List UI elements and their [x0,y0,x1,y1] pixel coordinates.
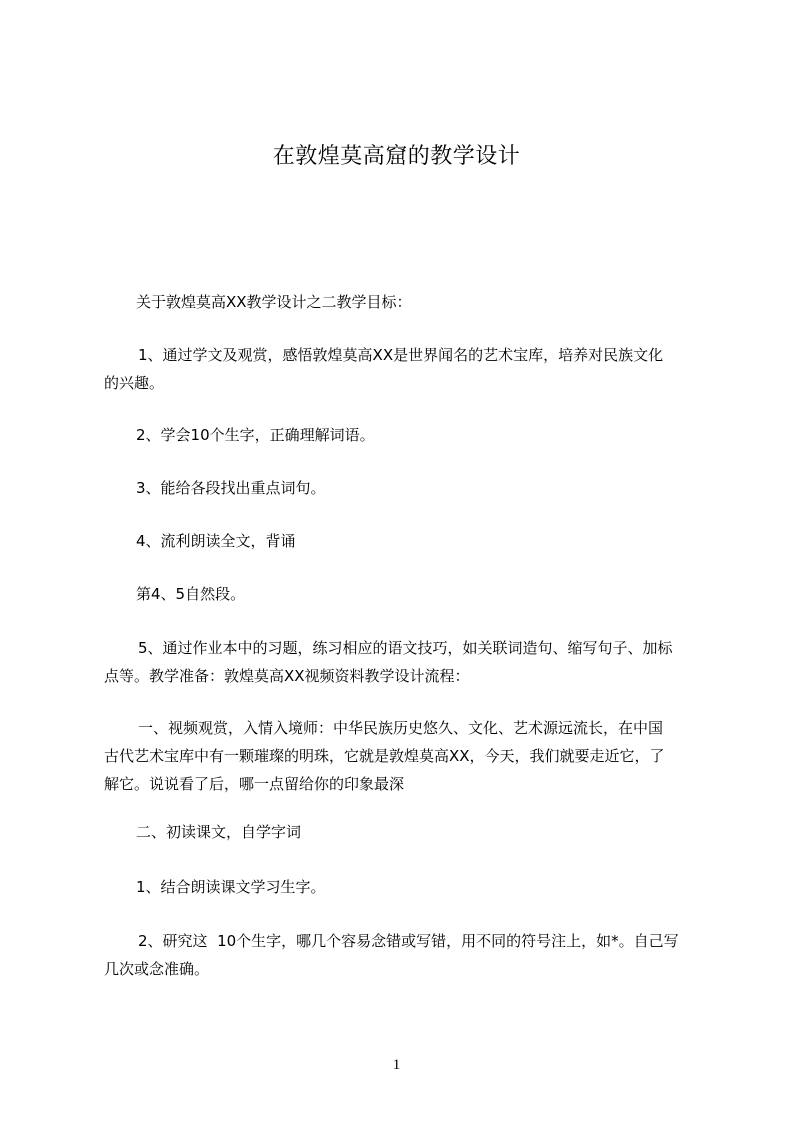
paragraph-line: 1、结合朗读课文学习生字。 [136,878,326,896]
paragraph-line: 3、能给各段找出重点词句。 [136,479,326,497]
paragraph-line: 的兴趣。 [104,374,165,392]
paragraph-line: 1、通过学文及观赏，感悟敦煌莫高XX是世界闻名的艺术宝库，培养对民族文化 [138,346,664,364]
paragraph-step-2-item-2 [104,927,712,983]
paragraph-line: 一、视频观赏，入情入境师：中华民族历史悠久、文化、艺术源远流长，在中国 [138,719,664,737]
paragraph-line: 2、研究这 10个生字，哪几个容易念错或写错，用不同的符号注上，如*。自己写 [138,932,679,950]
paragraph-objective-4-cont [104,580,712,608]
paragraph-line: 关于敦煌莫高XX教学设计之二教学目标： [136,293,412,311]
paragraph-line: 4、流利朗读全文，背诵 [136,532,296,550]
paragraph-objective-3 [104,474,712,502]
paragraph-step-2-item-1 [104,873,712,901]
page-number: 1 [392,1057,401,1073]
paragraph-line: 第4、5自然段。 [136,585,246,603]
paragraph-line: 点等。教学准备：敦煌莫高XX视频资料教学设计流程： [104,667,470,685]
paragraph-line: 古代艺术宝库中有一颗璀璨的明珠，它就是敦煌莫高XX，今天，我们就要走近它，了 [104,747,665,765]
paragraph-line: 解它。说说看了后，哪一点留给你的印象最深 [104,775,405,793]
paragraph-objectives-intro [104,288,712,316]
paragraph-objective-2 [104,421,712,449]
paragraph-objective-4 [104,527,712,555]
paragraph-line: 二、初读课文，自学字词 [136,823,302,841]
paragraph-objective-5 [104,634,712,690]
paragraph-line: 5、通过作业本中的习题，练习相应的语文技巧，如关联词造句、缩写句子、加标 [138,639,673,657]
paragraph-objective-1 [104,341,712,397]
document-title: 在敦煌莫高窟的教学设计 [272,144,521,169]
paragraph-line: 2、学会10个生字，正确理解词语。 [136,426,375,444]
paragraph-line: 几次或念准确。 [104,960,210,978]
paragraph-step-1 [104,714,712,798]
paragraph-step-2 [104,818,712,846]
